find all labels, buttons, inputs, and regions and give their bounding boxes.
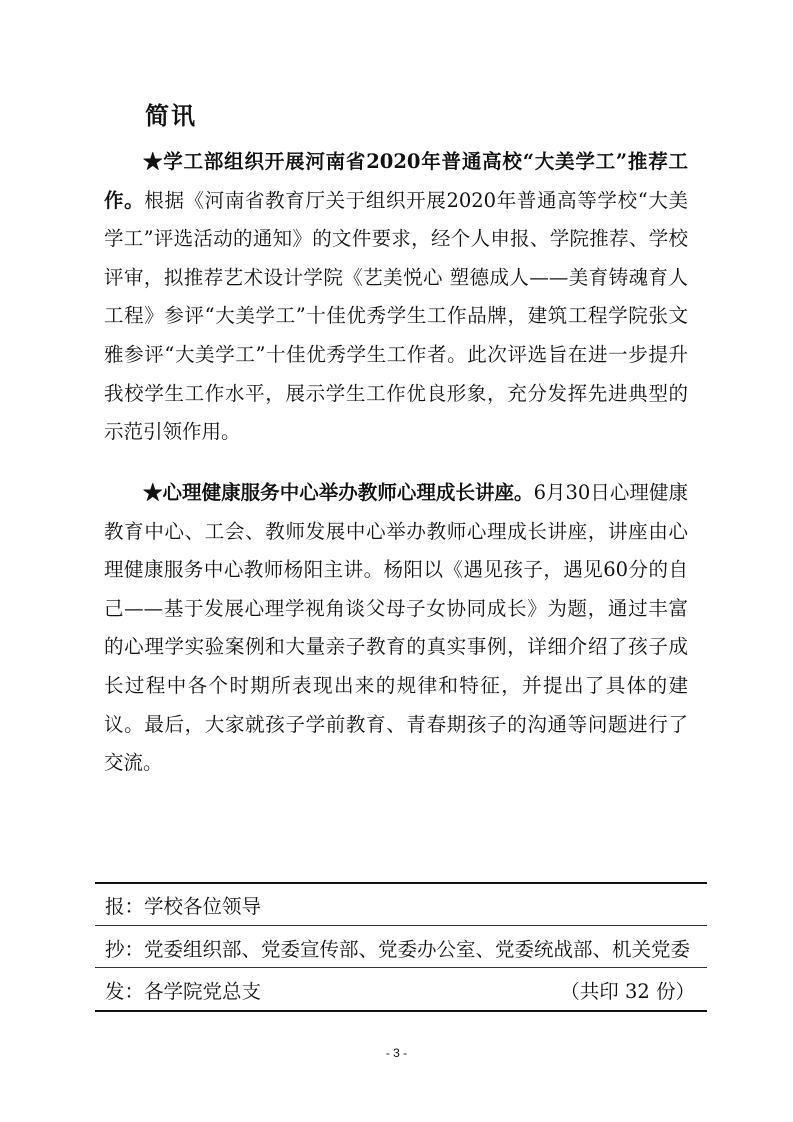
news-body: 6月30日心理健康教育中心、工会、教师发展中心举办教师心理成长讲座，讲座由心理健康服务中心教师杨阳主讲。杨阳以《遇见孩子，遇见60分的自己——基于发展心理学视角谈父母子女协同成长》为题，通过丰富的心理学实验案例和大量亲子教育的真实事例，详细介绍了孩子成长过程中各个时期所表现出来的规律和特征，并提出了具体的建议。最后，大家就孩子学前教育、青春期孩子的沟通等问题进行了交流。 bbox=[104, 481, 688, 775]
distribution-footer bbox=[95, 882, 707, 1012]
news-item bbox=[104, 143, 688, 452]
page-number: - 3 - bbox=[385, 1046, 408, 1060]
report-recipients: 报：学校各位领导 bbox=[105, 895, 262, 918]
news-item bbox=[104, 474, 688, 783]
send-row bbox=[105, 979, 695, 1005]
news-headline: ★心理健康服务中心举办教师心理成长讲座。 bbox=[143, 481, 534, 504]
news-body: 根据《河南省教育厅关于组织开展2020年普通高等学校“大美学工”评选活动的通知》的文件要求，经个人申报、学院推荐、学校评审，拟推荐艺术设计学院《艺美悦心 塑德成人——美育铸魂育人工程》参评“大美学工”十佳优秀学生工作品牌，建筑工程学院张文雅参评“大美学工”十佳优秀学生工作者。此次评选旨在进一步提升我校学生工作水平，展示学生工作优良形象，充分发挥先进典型的示范引领作用。 bbox=[104, 188, 688, 444]
copy-recipients: 抄：党委组织部、党委宣传部、党委办公室、党委统战部、机关党委 bbox=[105, 938, 691, 961]
divider bbox=[95, 967, 707, 968]
divider bbox=[95, 925, 707, 926]
report-row bbox=[105, 894, 695, 920]
news-headline: ★学工部组织开展河南省2020年普通高校“大美学工”推荐工作。 bbox=[104, 150, 688, 212]
copy-row bbox=[105, 937, 695, 963]
send-recipients: 发：各学院党总支 bbox=[105, 980, 262, 1003]
print-count: （共印 32 份） bbox=[560, 980, 695, 1003]
section-title: 简讯 bbox=[145, 101, 197, 130]
